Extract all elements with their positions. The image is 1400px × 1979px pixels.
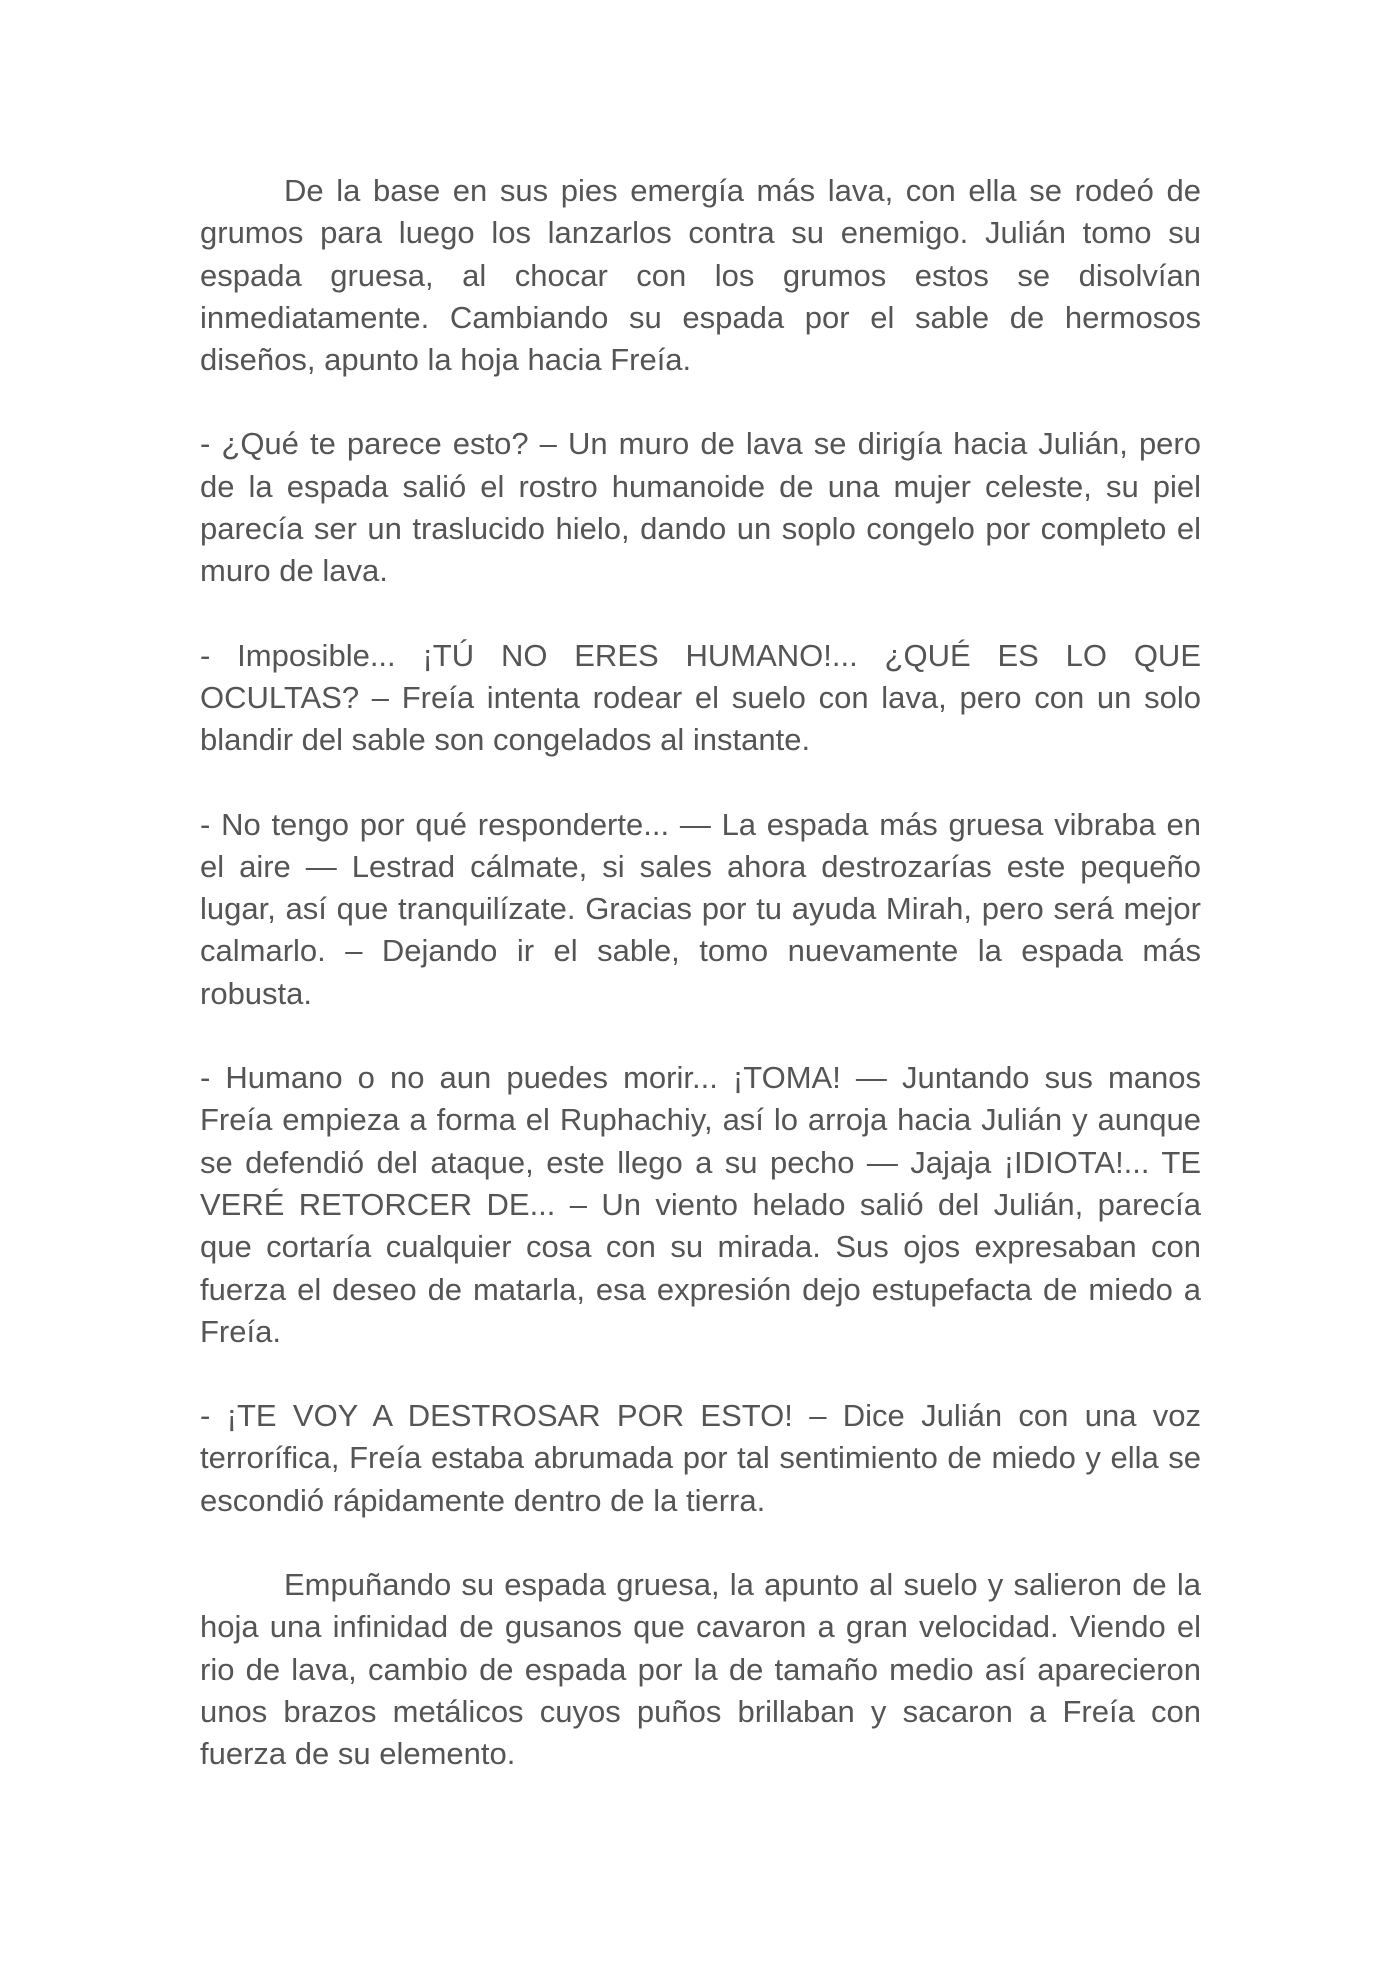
paragraph-1: De la base en sus pies emergía más lava, con ella se rodeó de grumos para luego los lanzarlos contra su enemigo. Julián tomo su espada gruesa, al chocar con los grumos estos se disolvían inmediatamente. Cambiando su espada por el sable de hermosos diseños, apunto la hoja hacia Freía. <box>200 173 1201 378</box>
paragraph-3: - Imposible... ¡TÚ NO ERES HUMANO!... ¿QUÉ ES LO QUE OCULTAS? – Freía intenta rodear el suelo con lava, pero con un solo blandir del sable son congelados al instante. <box>200 637 1201 758</box>
body-text <box>200 170 1201 1818</box>
paragraph-7: Empuñando su espada gruesa, la apunto al suelo y salieron de la hoja una infinidad de gusanos que cavaron a gran velocidad. Viendo el rio de lava, cambio de espada por la de tamaño medio así aparecieron unos brazos metálicos cuyos puños brillaban y sacaron a Freía con fuerza de su elemento. <box>200 1567 1201 1772</box>
paragraph-4: - No tengo por qué responderte... — La espada más gruesa vibraba en el aire — Lestrad cálmate, si sales ahora destrozarías este pequeño lugar, así que tranquilízate. Gracias por tu ayuda Mirah, pero será mejor calmarlo. – Dejando ir el sable, tomo nuevamente la espada más robusta. <box>200 806 1201 1011</box>
paragraph-5: - Humano o no aun puedes morir... ¡TOMA! — Juntando sus manos Freía empieza a forma el Ruphachiy, así lo arroja hacia Julián y aunque se defendió del ataque, este llego a su pecho — Jajaja ¡IDIOTA!... TE VERÉ RETORCER DE... – Un viento helado salió del Julián, parecía que cortaría cualquier cosa con su mirada. Sus ojos expresaban con fuerza el deseo de matarla, esa expresión dejo estupefacta de miedo a Freía. <box>200 1060 1201 1349</box>
paragraph-2: - ¿Qué te parece esto? – Un muro de lava se dirigía hacia Julián, pero de la espada salió el rostro humanoide de una mujer celeste, su piel parecía ser un traslucido hielo, dando un soplo congelo por completo el muro de lava. <box>200 426 1201 589</box>
paragraph-6: - ¡TE VOY A DESTROSAR POR ESTO! – Dice Julián con una voz terrorífica, Freía estaba abrumada por tal sentimiento de miedo y ella se escondió rápidamente dentro de la tierra. <box>200 1398 1201 1518</box>
